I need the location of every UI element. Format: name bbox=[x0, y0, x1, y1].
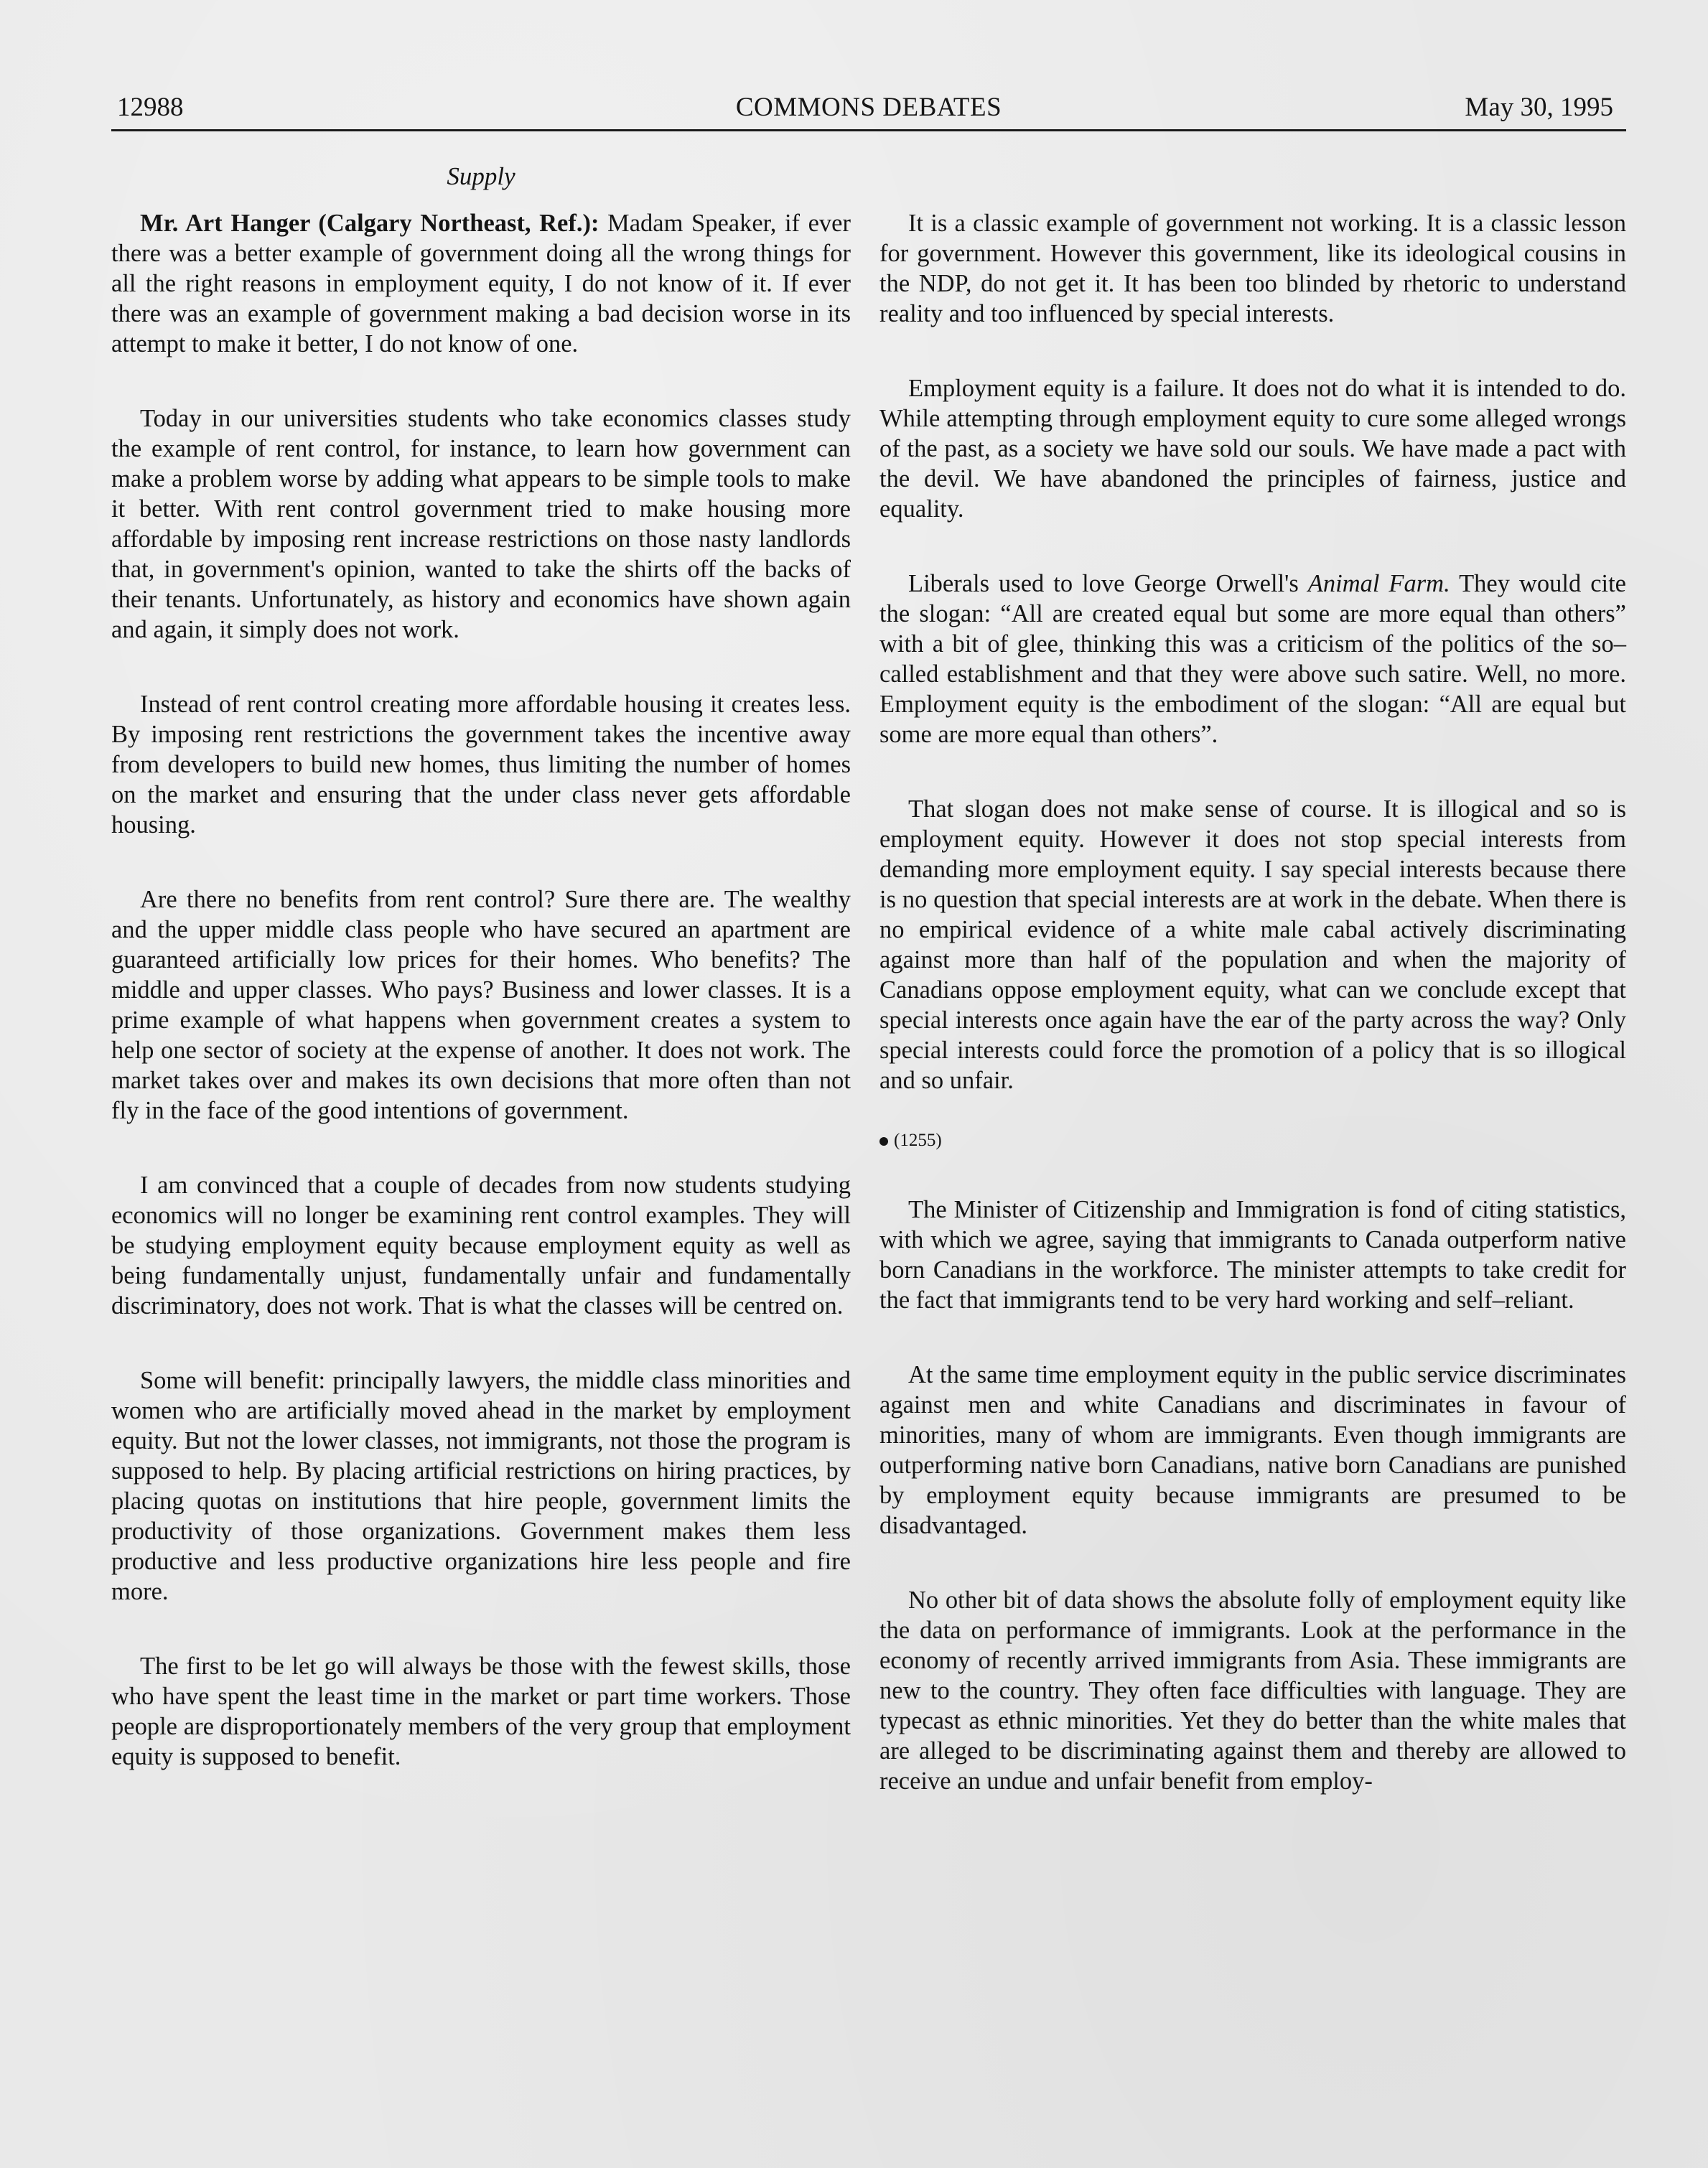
paragraph: The first to be let go will always be those with the fewest skills, those who have spent the least time in the market or part time workers. Those people are disproportionately members of the very group that employment equity is supposed to benefit. bbox=[111, 1653, 851, 1770]
publication-date: May 30, 1995 bbox=[1465, 93, 1613, 122]
paragraph: Today in our universities students who take economics classes study the example of rent control, for instance, to learn how government can make a problem worse by adding what appears to be simple tools to make it better. With rent control government tried to make housing more affordable by imposing rent increase restrictions on those nasty landlords that, in government's opinion, wanted to take the shirts off the backs of their tenants. Unfortunately, as history and economics have shown again and again, it simply does not work. bbox=[111, 405, 851, 643]
paragraph: At the same time employment equity in the public service discriminates against men and white Canadians and discriminates in favour of minorities, many of whom are immigrants. Even though immigrants are outperforming native born Canadians, native born Canadians are punished by employment equity because immigrants are presumed to be disadvantaged. bbox=[879, 1361, 1626, 1539]
paragraph: No other bit of data shows the absolute folly of employment equity like the data on performance of immigrants. Look at the performance in the economy of recently arrived immigrants from Asia. These immigrants are new to the country. They often face difficulties with language. They are typecast as ethnic minorities. Yet they do better than the white males that are alleged to be discriminating against them and thereby are allowed to receive an undue and unfair benefit from employ- bbox=[879, 1587, 1626, 1795]
page-number: 12988 bbox=[117, 93, 184, 122]
time-marker bbox=[879, 1130, 1626, 1151]
paragraph-text: They would cite the slogan: “All are created equal but some are more equal than others” with a bit of glee, thinking this was a criticism of the politics of the so–called establishment and that they were above such satire. Well, no more. Employment equity is the embodiment of the slogan: “All are equal but some are more equal than others”. bbox=[879, 570, 1626, 748]
section-heading: Supply bbox=[447, 162, 515, 190]
book-title: Animal Farm. bbox=[1307, 570, 1450, 597]
paragraph: Are there no benefits from rent control? Sure there are. The wealthy and the upper middle class people who have secured an apartment are guaranteed artificially low prices for their homes. Who benefits? The middle and upper classes. Who pays? Business and lower classes. It is a prime example of what happens when government creates a system to help one sector of society at the expense of another. It does not work. The market takes over and makes its own decisions that more often than not fly in the face of the good intentions of government. bbox=[111, 886, 851, 1124]
paragraph: That slogan does not make sense of course. It is illogical and so is employment equity. However it does not stop special interests from demanding more employment equity. I say special interests because there is no question that special interests are at work in the debate. When there is no empirical evidence of a white male cabal actively discriminating against more than half of the population and when the majority of Canadians oppose employment equity, what can we conclude except that special interests once again have the ear of the party across the way? Only special interests could force the promotion of a policy that is so illogical and so unfair. bbox=[879, 795, 1626, 1094]
page-header bbox=[111, 85, 1626, 129]
paragraph-text: Madam Speaker, if ever there was a better example of government doing all the wrong things for all the right reasons in employment equity, I do not know of it. If ever there was an example of government making a bad decision worse in its attempt to make it better, I do not know of one. bbox=[111, 210, 851, 358]
right-column bbox=[879, 208, 1626, 1796]
bullet-icon bbox=[879, 1137, 888, 1146]
publication-title: COMMONS DEBATES bbox=[735, 93, 1002, 122]
paragraph: Instead of rent control creating more affordable housing it creates less. By imposing rent restrictions the government takes the incentive away from developers to build new homes, thus limiting the number of homes on the market and ensuring that the under class never gets affordable housing. bbox=[111, 691, 851, 838]
paragraph: The Minister of Citizenship and Immigration is fond of citing statistics, with which we agree, saying that immigrants to Canada outperform native born Canadians in the workforce. The minister attempts to take credit for the fact that immigrants tend to be very hard working and self–reliant. bbox=[879, 1196, 1626, 1314]
paragraph bbox=[111, 208, 851, 359]
paragraph bbox=[879, 569, 1626, 749]
paragraph: Some will benefit: principally lawyers, the middle class minorities and women who are artificially moved ahead in the market by employment equity. But not the lower classes, not immigrants, not those the program is supposed to help. By placing artificial restrictions on hiring practices, by placing quotas on institutions that hire people, government limits the productivity of those organizations. Government makes them less productive and less productive organizations hire less people and fire more. bbox=[111, 1367, 851, 1605]
speaker-name: Mr. Art Hanger (Calgary Northeast, Ref.): bbox=[140, 210, 599, 237]
paragraph: It is a classic example of government not working. It is a classic lesson for government. However this government, like its ideological cousins in the NDP, do not get it. It has been too blinded by rhetoric to understand reality and too influenced by special interests. bbox=[879, 210, 1626, 327]
time-marker-text: (1255) bbox=[894, 1131, 942, 1150]
paragraph-text: Liberals used to love George Orwell's bbox=[908, 570, 1308, 597]
left-column bbox=[111, 208, 851, 1772]
paragraph: I am convinced that a couple of decades from now students studying economics will no longer be examining rent control examples. They will be studying employment equity because employment equity as well as being fundamentally unjust, fundamentally unfair and fundamentally discriminatory, does not work. That is what the classes will be centred on. bbox=[111, 1172, 851, 1319]
paragraph: Employment equity is a failure. It does not do what it is intended to do. While attempting through employment equity to cure some alleged wrongs of the past, as a society we have sold our souls. We have made a pact with the devil. We have abandoned the principles of fairness, justice and equality. bbox=[879, 375, 1626, 523]
header-rule bbox=[111, 129, 1626, 131]
